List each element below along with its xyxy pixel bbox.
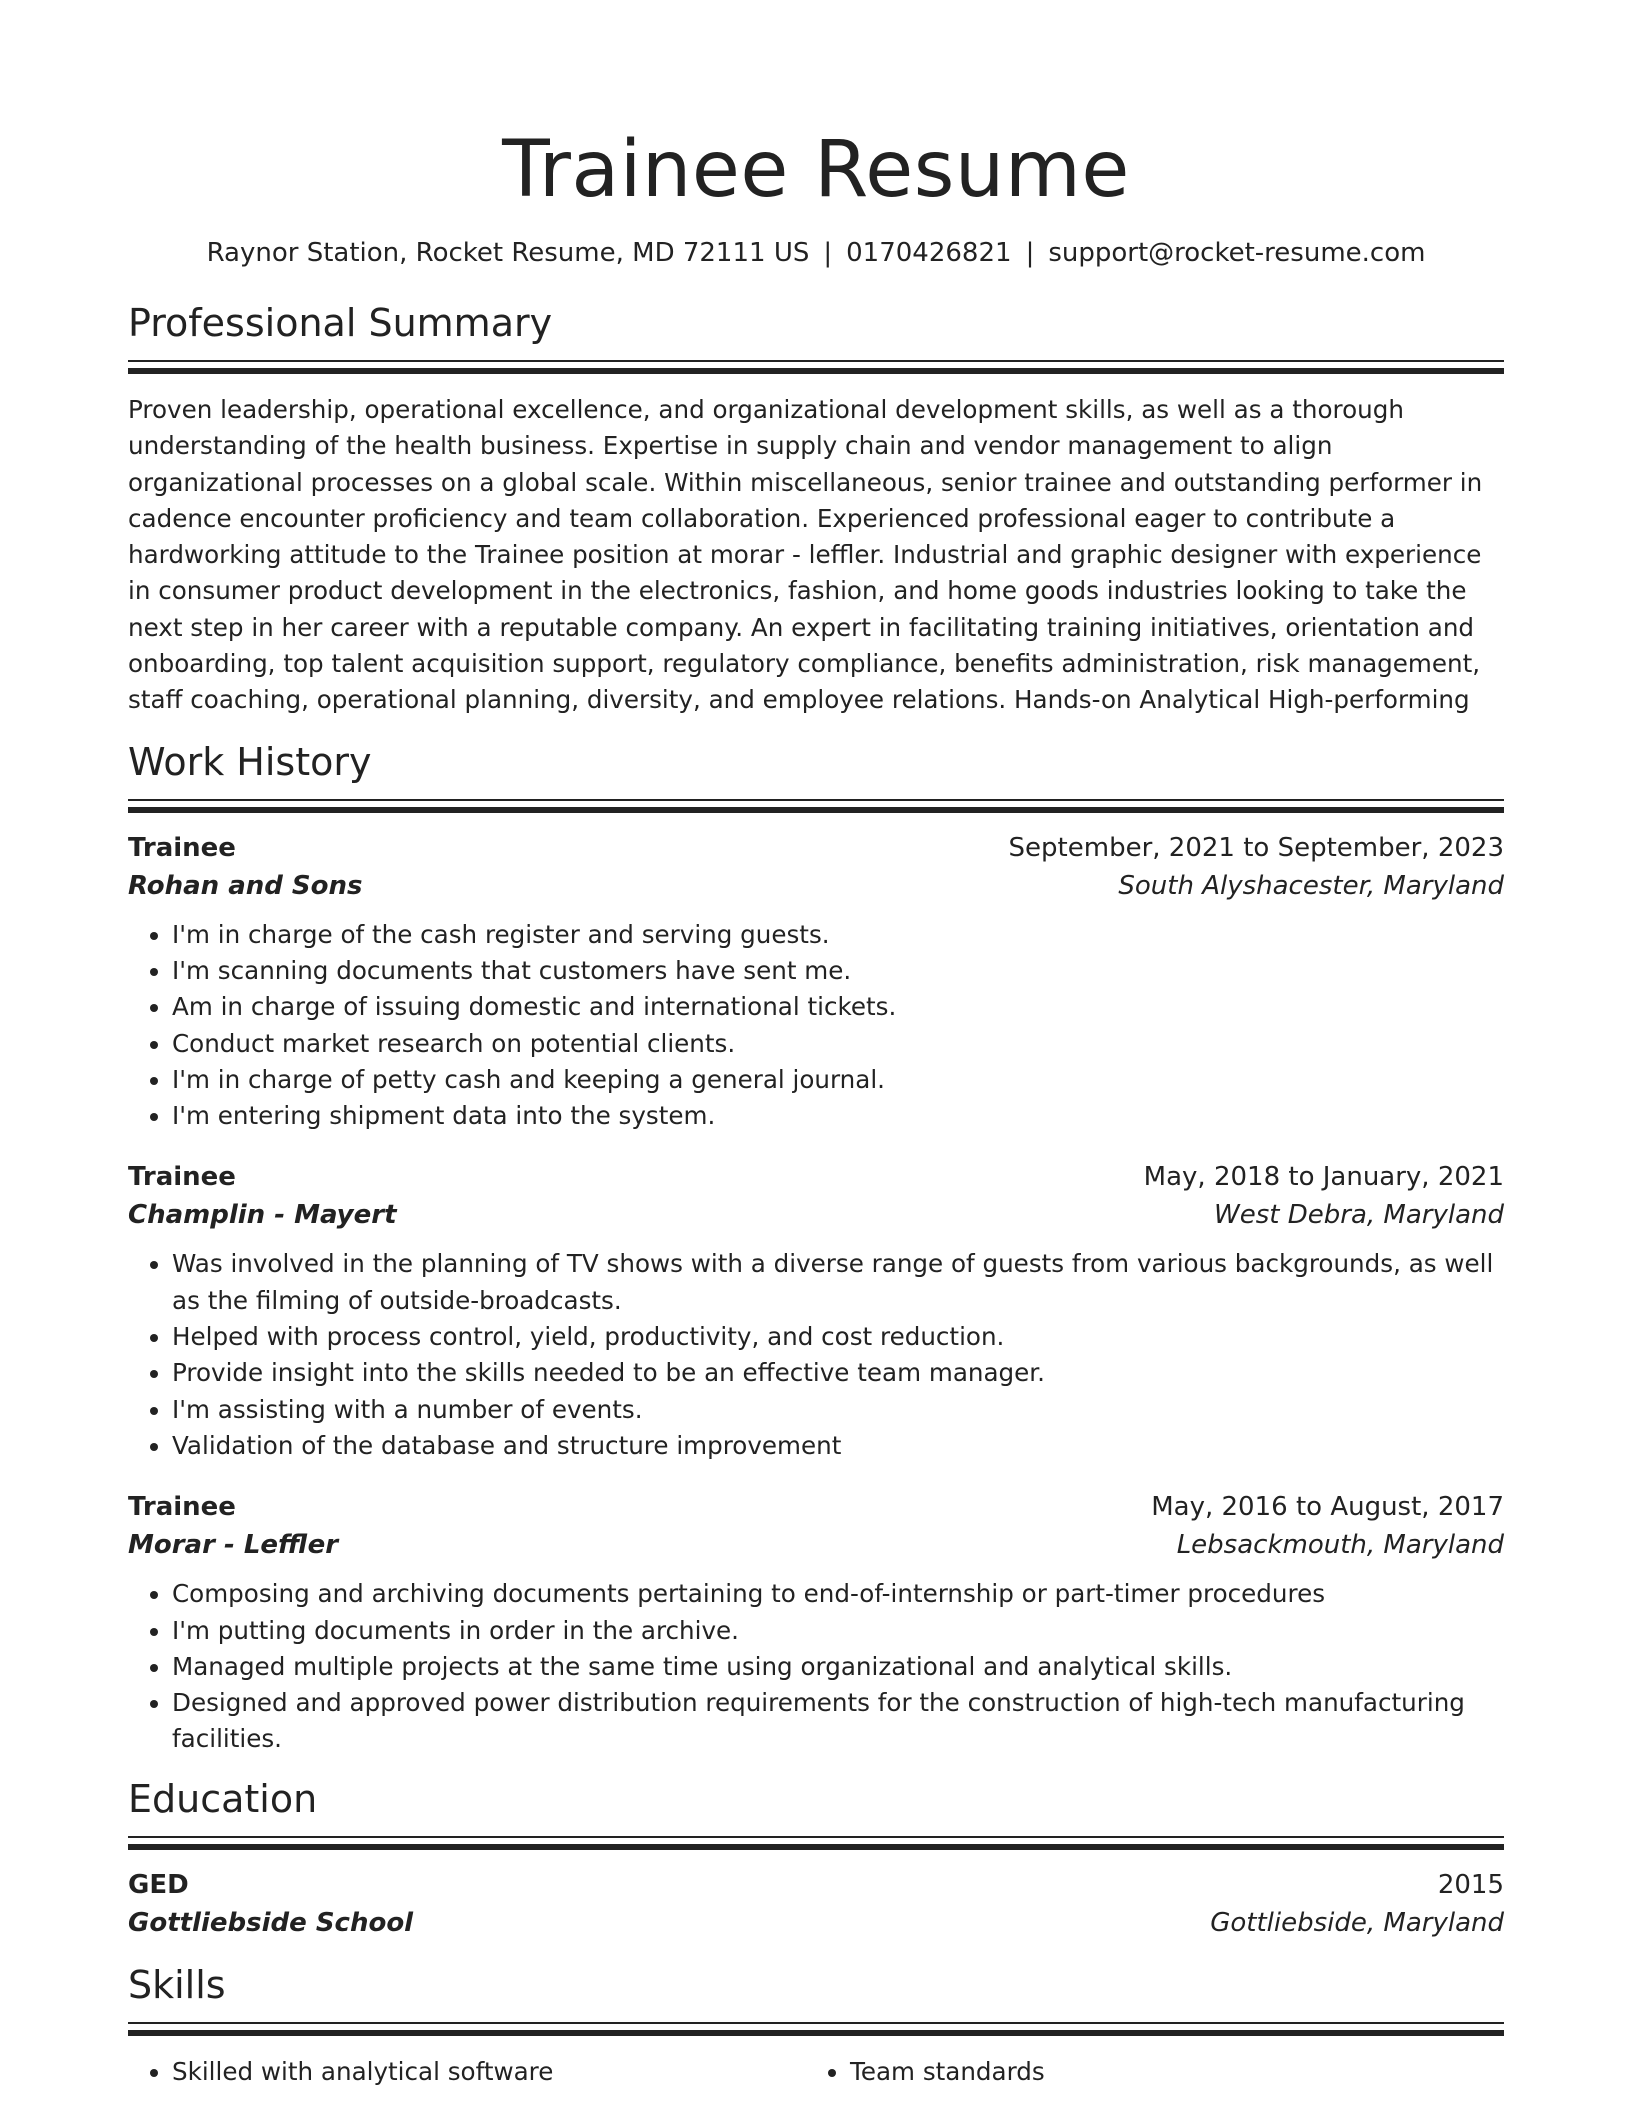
skills-list-left [128,2054,806,2090]
section-title-skills: Skills [128,1962,226,2007]
work-section [128,739,1504,1758]
list-item: • Was involved in the planning of TV shows with a diverse range of guests from various backgrounds, as well as the filming of outside-broadcasts. [172,1246,1504,1319]
list-item: • Designed and approved power distribution requirements for the construction of high-tech manufacturing facilities. [172,1685,1504,1758]
skills-section [128,1962,1504,2090]
job-dates: May, 2018 to January, 2021 [1143,1162,1504,1193]
job-location: Lebsackmouth, Maryland [1176,1530,1504,1561]
resume-page [128,0,1504,2090]
contact-separator: | [1025,238,1035,268]
contact-address: Raynor Station, Rocket Resume, MD 72111 US [206,238,810,268]
divider [128,368,1504,374]
job-title: Trainee [128,1162,236,1193]
divider [128,360,1504,362]
education-entry [128,1866,1504,1942]
section-title-work: Work History [128,739,372,784]
job-title: Trainee [128,1492,236,1523]
job-bullets [128,1576,1504,1757]
job-title: Trainee [128,832,236,863]
summary-text: Proven leadership, operational excellence, and organizational development skills, as well as a thorough understanding of the health business. Expertise in supply chain and vendor management to align organizational processes on a global scale. Within miscellaneous, senior trainee and outstanding performer in cadence encounter proficiency and team collaboration. Experienced professional eager to contribute a hardworking attitude to the Trainee position at morar - leffler. Industrial and graphic designer with experience in consumer product development in the electronics, fashion, and home goods industries looking to take the next step in her career with a reputable company. An expert in facilitating training initiatives, orientation and onboarding, top talent acquisition support, regulatory compliance, benefits administration, risk management, staff coaching, operational planning, diversity, and employee relations. Hands-on Analytical High-performing [128,395,1483,715]
list-item: • I'm in charge of the cash register and serving guests. [172,917,1504,953]
skills-columns [128,2054,1504,2090]
divider [128,1844,1504,1850]
contact-phone: 0170426821 [846,238,1012,268]
job-entry [128,829,1504,1135]
list-item: • Team standards [850,2054,1484,2090]
divider [128,799,1504,801]
job-entry [128,1488,1504,1757]
list-item: • Skilled with analytical software [172,2054,806,2090]
job-location: South Alyshacester, Maryland [1118,870,1504,901]
list-item: • I'm assisting with a number of events. [172,1392,1504,1428]
divider [128,2022,1504,2024]
list-item: • I'm in charge of petty cash and keeping a general journal. [172,1062,1504,1098]
list-item: • Provide insight into the skills needed to be an effective team manager. [172,1355,1504,1391]
education-section [128,1776,1504,1942]
skills-list-right [806,2054,1484,2090]
list-item: • Am in charge of issuing domestic and international tickets. [172,989,1504,1025]
job-entry [128,1158,1504,1464]
summary-section [128,300,1504,719]
job-dates: May, 2016 to August, 2017 [1151,1492,1504,1523]
education-degree: GED [128,1869,189,1900]
list-item: • I'm putting documents in order in the archive. [172,1613,1504,1649]
job-dates: September, 2021 to September, 2023 [1008,832,1504,863]
education-school: Gottliebside School [128,1907,414,1938]
divider [128,2030,1504,2036]
contact-separator: | [823,238,833,268]
list-item: • I'm scanning documents that customers have sent me. [172,953,1504,989]
divider [128,807,1504,813]
contact-line [128,236,1504,270]
list-item: • Composing and archiving documents pertaining to end-of-internship or part-timer procedures [172,1576,1504,1612]
job-location: West Debra, Maryland [1214,1200,1504,1231]
education-year: 2015 [1437,1869,1504,1900]
job-company: Champlin - Mayert [128,1200,397,1231]
list-item: • Managed multiple projects at the same time using organizational and analytical skills. [172,1649,1504,1685]
job-bullets [128,1246,1504,1464]
contact-email: support@rocket-resume.com [1048,238,1426,268]
list-item: • Conduct market research on potential clients. [172,1026,1504,1062]
list-item: • I'm entering shipment data into the system. [172,1098,1504,1134]
section-title-education: Education [128,1776,318,1821]
list-item: • Validation of the database and structure improvement [172,1428,1504,1464]
job-bullets [128,917,1504,1135]
job-company: Morar - Leffler [128,1530,339,1561]
job-company: Rohan and Sons [128,870,363,901]
list-item: • Helped with process control, yield, productivity, and cost reduction. [172,1319,1504,1355]
divider [128,1836,1504,1838]
section-title-summary: Professional Summary [128,301,553,345]
resume-title: Trainee Resume [502,125,1130,215]
education-location: Gottliebside, Maryland [1210,1907,1504,1938]
